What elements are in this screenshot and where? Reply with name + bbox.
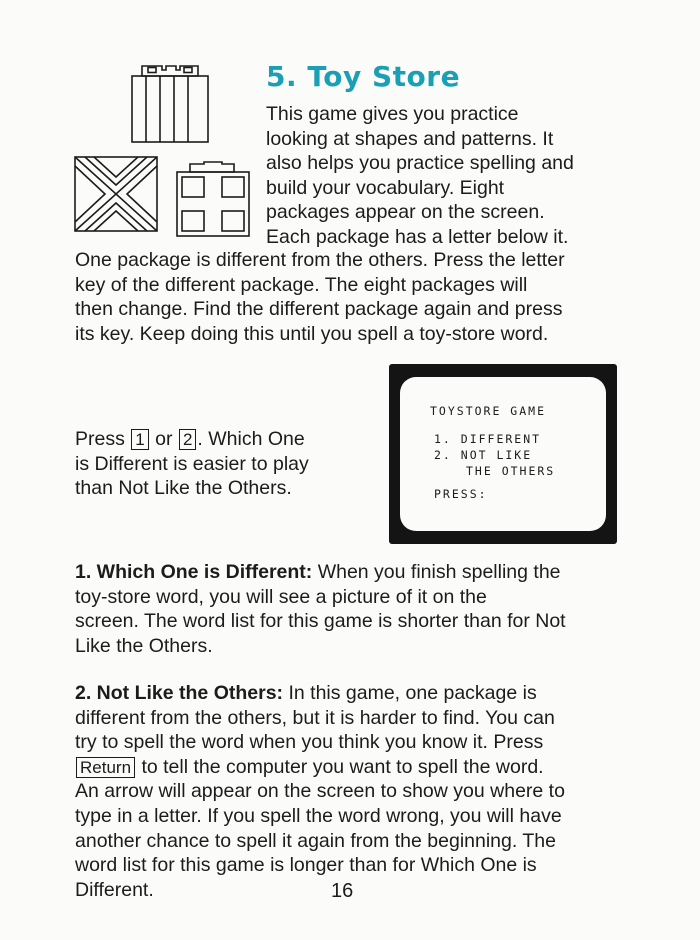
section-heading: 1. Which One is Different: — [75, 561, 313, 583]
text-line: its key. Keep doing this until you spell a toy-store word. — [75, 322, 549, 345]
text-line: key of the different package. The eight packages will — [75, 273, 528, 296]
text-line: One package is different from the others. Press the letter — [75, 249, 565, 271]
text-line: type in a letter. If you spell the word wrong, you will have — [75, 804, 562, 827]
computer-screen-illustration — [389, 364, 617, 544]
line-rest: . Which One — [197, 428, 305, 450]
cross-package-icon — [172, 160, 254, 240]
mode-instructions — [75, 427, 309, 501]
screen-option-2: 2. NOT LIKE — [434, 448, 533, 462]
section-not-like-the-others — [75, 681, 565, 902]
line-rest: In this game, one package is — [283, 682, 537, 704]
text-line — [75, 427, 309, 452]
text-line — [75, 560, 566, 585]
page-title: 5. Toy Store — [266, 60, 461, 93]
key-1-icon: 1 — [131, 429, 148, 450]
text-line: Each package has a letter below it. — [266, 225, 569, 248]
text-line: screen. The word list for this game is shorter than for Not — [75, 610, 566, 633]
section-heading: 2. Not Like the Others: — [75, 682, 284, 704]
text-line: This game gives you practice — [266, 103, 519, 125]
text-line: different from the others, but it is harder to find. You can — [75, 706, 555, 729]
text-line: toy-store word, you will see a picture of it on the — [75, 585, 487, 608]
text-line: build your vocabulary. Eight — [266, 176, 505, 199]
intro-paragraph-wide — [75, 248, 565, 346]
press-word: Press — [75, 428, 125, 450]
text-line: word list for this game is longer than for Which One is — [75, 854, 537, 877]
text-line: looking at shapes and patterns. It — [266, 127, 554, 150]
line-rest: When you finish spelling the — [312, 561, 561, 583]
striped-package-icon — [128, 62, 212, 146]
screen-option-1: 1. DIFFERENT — [434, 432, 542, 446]
text-line: is Different is easier to play — [75, 452, 309, 475]
screen-option-2-cont: THE OTHERS — [466, 464, 556, 478]
key-2-icon: 2 — [179, 429, 196, 450]
line-rest: to tell the computer you want to spell the word. — [136, 755, 544, 778]
text-line: packages appear on the screen. — [266, 201, 545, 224]
screen-title: TOYSTORE GAME — [430, 404, 547, 418]
section-which-one-is-different — [75, 560, 566, 658]
or-word: or — [155, 428, 173, 450]
text-line: Like the Others. — [75, 634, 213, 657]
text-line: also helps you practice spelling and — [266, 152, 574, 175]
text-line: Different. — [75, 878, 154, 901]
text-line: An arrow will appear on the screen to show you where to — [75, 780, 565, 803]
text-line: another chance to spell it again from the beginning. The — [75, 829, 556, 852]
text-line: than Not Like the Others. — [75, 477, 292, 500]
intro-paragraph-right — [266, 102, 574, 250]
text-line — [75, 755, 565, 780]
text-line: try to spell the word when you think you know it. Press — [75, 731, 544, 754]
screen-display — [400, 377, 606, 531]
return-key-icon: Return — [76, 757, 135, 778]
text-line — [75, 681, 565, 706]
x-pattern-package-icon — [72, 154, 162, 234]
screen-prompt: PRESS: — [434, 487, 488, 501]
text-line: then change. Find the different package again and press — [75, 298, 563, 321]
page-number: 16 — [331, 880, 354, 902]
